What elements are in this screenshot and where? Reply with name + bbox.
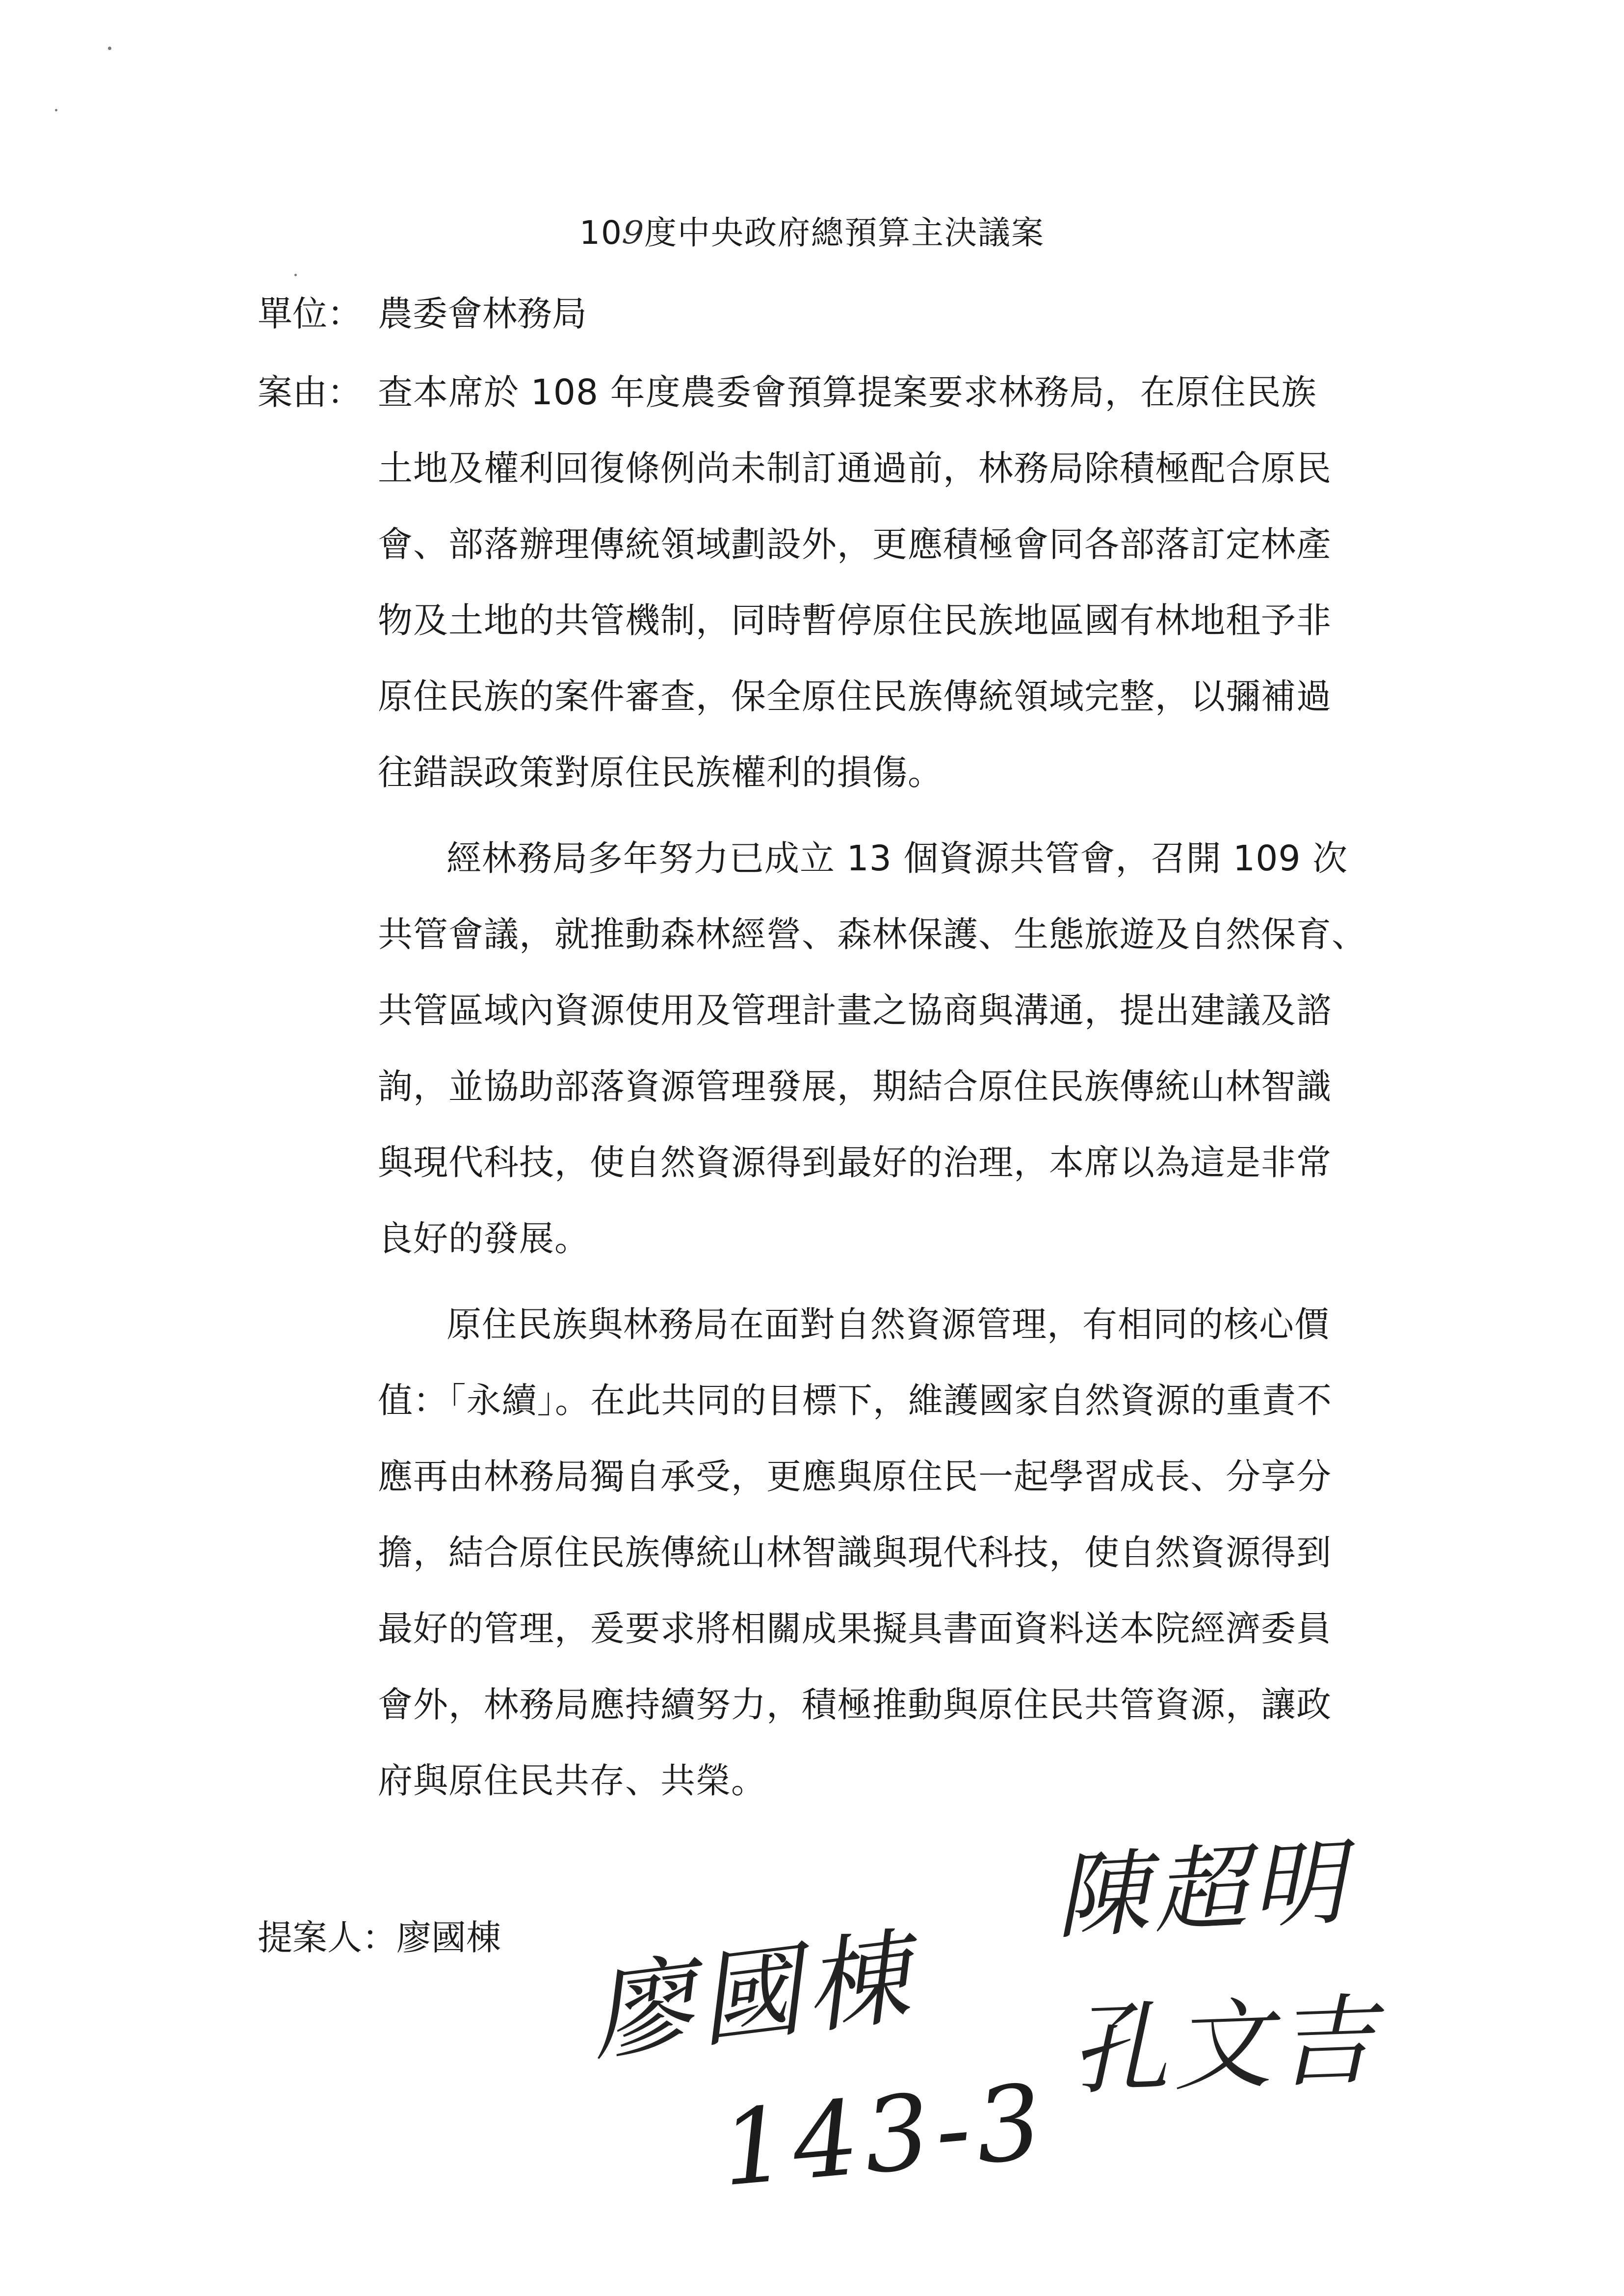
text-line: 詢，並協助部落資源管理發展，期結合原住民族傳統山林智識 [378, 1066, 1332, 1107]
text-line: 往錯誤政策對原住民族權利的損傷。 [378, 752, 943, 793]
title-suffix: 度中央政府總預算主決議案 [644, 214, 1045, 252]
cosigner-signature-2 [1067, 1962, 1381, 2113]
text-line: 會外，林務局應持續努力，積極推動與原住民共管資源，讓政 [378, 1684, 1332, 1725]
signature-text: 孔文吉 [1068, 1983, 1381, 2109]
scan-speck [294, 274, 297, 276]
text-line: 原住民族與林務局在面對自然資源管理，有相同的核心價 [446, 1304, 1330, 1345]
text-line: 共管區域內資源使用及管理計畫之協商與溝通，提出建議及諮 [378, 990, 1332, 1031]
title-prefix: 10 [579, 214, 623, 252]
scan-speck [55, 109, 57, 111]
reason-paragraph-1 [378, 368, 1384, 824]
reason-label: 案由： [258, 372, 363, 413]
unit-label: 單位： [258, 293, 363, 334]
reason-paragraph-2 [378, 834, 1384, 1290]
text-line: 擔，結合原住民族傳統山林智識與現代科技，使自然資源得到 [378, 1532, 1332, 1573]
text-line: 府與原住民共存、共榮。 [378, 1760, 767, 1801]
text-line: 良好的發展。 [378, 1218, 590, 1259]
text-line: 應再由林務局獨自承受，更應與原住民一起學習成長、分享分 [378, 1456, 1332, 1497]
text-line: 共管會議，就推動森林經營、森林保護、生態旅遊及自然保育、 [378, 914, 1367, 955]
text-line: 最好的管理，爰要求將相關成果擬具書面資料送本院經濟委員 [378, 1608, 1332, 1649]
reason-paragraph-3 [378, 1300, 1384, 1832]
text-line: 查本席於 108 年度農委會預算提案要求林務局，在原住民族 [378, 372, 1317, 413]
scan-speck [108, 47, 111, 50]
unit-value: 農委會林務局 [378, 293, 587, 334]
proposer-signature [581, 1894, 920, 2081]
page-title [0, 209, 1624, 258]
text-line: 土地及權利回復條例尚未制訂通過前，林務局除積極配合原民 [378, 448, 1332, 489]
signature-text: 廖國棟 [583, 1916, 920, 2076]
proposer-label: 提案人： [258, 1917, 397, 1958]
cosigner-signature-1 [1051, 1807, 1352, 1957]
text-line: 經林務局多年努力已成立 13 個資源共管會，召開 109 次 [446, 838, 1348, 879]
signature-text: 陳超明 [1052, 1828, 1353, 1952]
document-number: 143-3 [716, 2061, 1052, 2210]
text-line: 與現代科技，使自然資源得到最好的治理，本席以為這是非常 [378, 1142, 1332, 1183]
title-handwritten-digit: 9 [621, 212, 646, 253]
text-line: 會、部落辦理傳統領域劃設外，更應積極會同各部落訂定林產 [378, 524, 1332, 565]
text-line: 值：「永續」。在此共同的目標下，維護國家自然資源的重責不 [378, 1380, 1333, 1421]
text-line: 物及土地的共管機制，同時暫停原住民族地區國有林地租予非 [378, 600, 1332, 641]
text-line: 原住民族的案件審查，保全原住民族傳統領域完整，以彌補過 [378, 676, 1332, 717]
proposer-name: 廖國棟 [396, 1917, 501, 1958]
